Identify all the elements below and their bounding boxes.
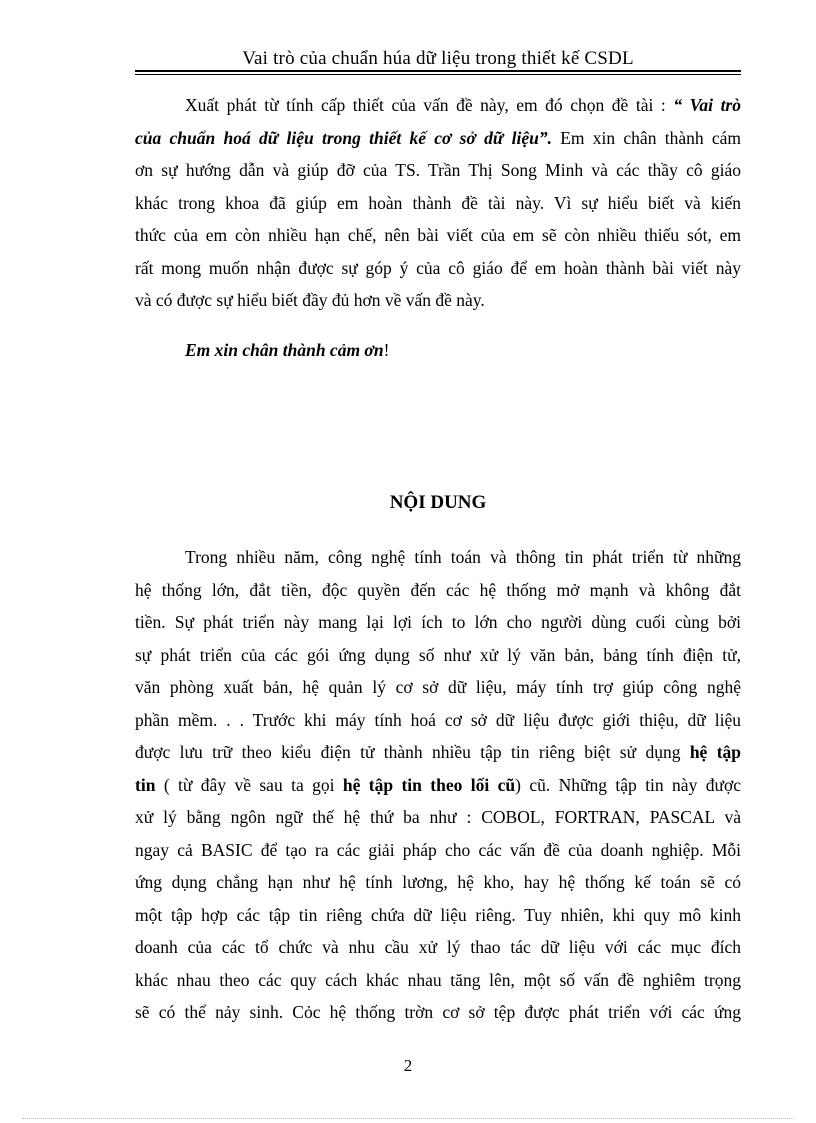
- page-number: 2: [403, 1056, 413, 1075]
- content-line-5: văn phòng xuất bản, hệ quản lý cơ sở dữ liệu, máy tính trợ giúp công nghệ: [135, 677, 741, 697]
- content-line-4: sự phát triển của các gói ứng dụng số như xử lý văn bản, bảng tính điện tử,: [135, 645, 741, 665]
- intro-line-5: thức của em còn nhiều hạn chế, nên bài viết của em sẽ còn nhiều thiếu sót, em: [135, 225, 741, 245]
- running-header: Vai trò của chuẩn húa dữ liệu trong thiết kế CSDL: [242, 48, 634, 69]
- content-line-7: [135, 740, 741, 764]
- section-title: NỘI DUNG: [389, 492, 487, 513]
- content-text: ) cũ. Những tập tin này được: [515, 775, 741, 795]
- content-line-2: hệ thống lớn, đắt tiền, độc quyền đến các hệ thống mở mạnh và không đắt: [135, 580, 741, 600]
- bold-term: hệ tập tin theo lối cũ: [342, 775, 516, 795]
- intro-line-4: khác trong khoa đã giúp em hoàn thành đề tài này. Vì sự hiểu biết và kiến: [135, 193, 741, 213]
- bold-term-end: tin: [135, 775, 156, 795]
- intro-text: Em xin chân thành cám: [551, 128, 741, 148]
- content-line-9: xử lý bằng ngôn ngữ thế hệ thứ ba như : COBOL, FORTRAN, PASCAL và: [135, 807, 741, 827]
- content-text: ( từ đây về sau ta gọi: [155, 775, 343, 795]
- content-text: được lưu trữ theo kiểu điện tử thành nhiều tập tin riêng biệt sử dụng: [135, 742, 690, 762]
- content-line-8: [135, 773, 741, 797]
- thanks-line: [185, 338, 741, 362]
- content-line-13: doanh của các tổ chức và nhu cầu xử lý thao tác dữ liệu với các mục đích: [135, 937, 741, 957]
- content-line-3: tiền. Sự phát triển này mang lại lợi ích to lớn cho người dùng cuối cùng bởi: [135, 612, 741, 632]
- intro-line-6: rất mong muốn nhận được sự góp ý của cô giáo để em hoàn thành bài viết này: [135, 258, 741, 278]
- content-line-14: khác nhau theo các quy cách khác nhau tăng lên, một số vấn đề nghiêm trọng: [135, 970, 741, 990]
- content-line-15: sẽ có thể nảy sinh. Cỏc hệ thống trờn cơ sở tệp được phát triển với các ứng: [135, 1002, 741, 1022]
- topic-title-end: của chuẩn hoá dữ liệu trong thiết kế cơ sở dữ liệu”.: [135, 128, 552, 148]
- thanks-text: Em xin chân thành cảm ơn: [185, 340, 384, 360]
- content-line-10: ngay cả BASIC để tạo ra các giải pháp cho các vấn đề của doanh nghiệp. Mỗi: [135, 840, 741, 860]
- content-line-6: phần mềm. . . Trước khi máy tính hoá cơ sở dữ liệu được giới thiệu, dữ liệu: [135, 710, 741, 730]
- intro-line-3: ơn sự hướng dẫn và giúp đỡ của TS. Trần Thị Song Minh và các thầy cô giáo: [135, 160, 741, 180]
- intro-text: Xuất phát từ tính cấp thiết của vấn đề này, em đó chọn đề tài :: [185, 95, 674, 115]
- page-bottom-border: [22, 1118, 794, 1119]
- content-line-1: Trong nhiều năm, công nghệ tính toán và thông tin phát triển từ những: [185, 547, 741, 567]
- content-line-12: một tập hợp các tập tin riêng chứa dữ liệu riêng. Tuy nhiên, khi quy mô kinh: [135, 905, 741, 925]
- intro-line-2: [135, 126, 741, 150]
- intro-line-7: và có được sự hiểu biết đầy đủ hơn về vấn đề này.: [135, 290, 485, 310]
- intro-line-1: [185, 93, 741, 117]
- header-rule-thick: [135, 70, 741, 72]
- header-rule-thin: [135, 74, 741, 75]
- bold-term-start: hệ tập: [689, 742, 742, 762]
- topic-title-start: “ Vai trò: [673, 95, 741, 115]
- thanks-punct: !: [383, 340, 390, 360]
- content-line-11: ứng dụng chẳng hạn như hệ tính lương, hệ kho, hay hệ thống kế toán sẽ có: [135, 872, 741, 892]
